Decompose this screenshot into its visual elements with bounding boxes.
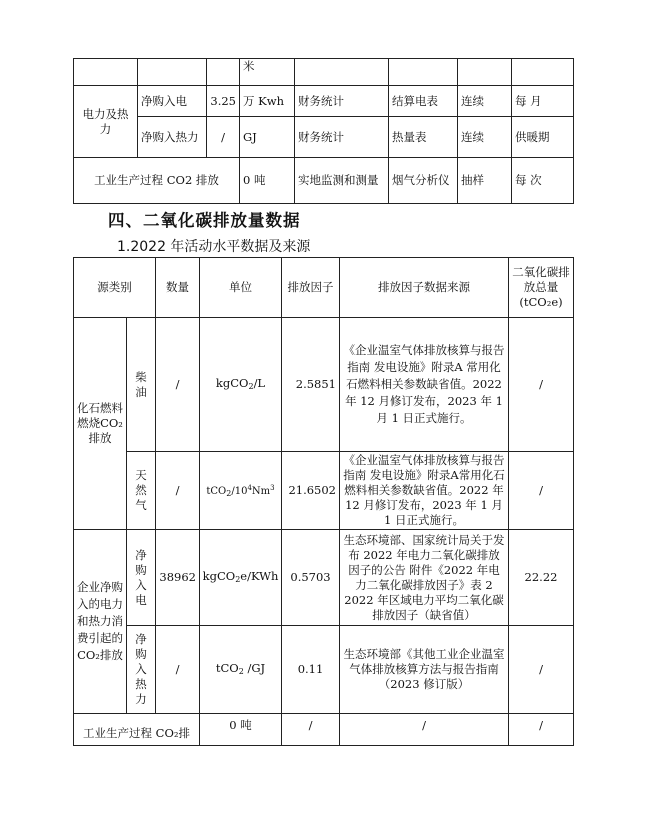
item-name-text: 净购入热力 bbox=[135, 632, 147, 706]
type-cell: 净购入热力 bbox=[138, 117, 207, 158]
unit-cell: 万 Kwh bbox=[240, 86, 295, 117]
unit-cell: kgCO$_2$/L bbox=[200, 318, 282, 452]
freq-cell: 供暖期 bbox=[512, 117, 574, 158]
table-row bbox=[74, 117, 574, 158]
instrument-cell: 烟气分析仪 bbox=[389, 158, 458, 204]
qty-cell: / bbox=[156, 452, 200, 530]
header-total: 二氧化碳排放总量(tCO₂e) bbox=[509, 258, 574, 318]
mode-cell: 连续 bbox=[458, 117, 512, 158]
qty-cell: 0 吨 bbox=[240, 158, 295, 204]
table-row bbox=[74, 626, 574, 714]
total-cell: / bbox=[509, 626, 574, 714]
fuel-name bbox=[127, 452, 156, 530]
instrument-cell: 结算电表 bbox=[389, 86, 458, 117]
item-name bbox=[127, 530, 156, 626]
qty-cell: 3.25 bbox=[207, 86, 240, 117]
activity-sources-table bbox=[73, 58, 574, 204]
qty-cell: / bbox=[156, 318, 200, 452]
source-cell: 生态环境部《其他工业企业温室气体排放核算方法与报告指南（2023 修订版） bbox=[340, 626, 509, 714]
type-cell: 净购入电 bbox=[138, 86, 207, 117]
source-cell: 实地监测和测量 bbox=[295, 158, 389, 204]
table-row bbox=[74, 158, 574, 204]
item-name bbox=[127, 626, 156, 714]
table-row bbox=[74, 86, 574, 117]
header-source: 排放因子数据来源 bbox=[340, 258, 509, 318]
unit-cell: $tCO_2/10^4Nm^3$ bbox=[200, 452, 282, 530]
freq-cell: 每 次 bbox=[512, 158, 574, 204]
qty-cell: 0 吨 bbox=[200, 714, 282, 746]
emissions-table bbox=[73, 257, 574, 746]
factor-cell: 2.5851 bbox=[282, 318, 340, 452]
table-row bbox=[74, 452, 574, 530]
subsection-heading: 1.2022 年活动水平数据及来源 bbox=[117, 239, 311, 255]
qty-cell: / bbox=[156, 626, 200, 714]
table-row bbox=[74, 530, 574, 626]
source-cell: 《企业温室气体排放核算与报告指南 发电设施》附录A常用化石燃料相关参数缺省值。2022 年 12 月修订发布，2023 年 1 月 1 日正式施行。 bbox=[340, 452, 509, 530]
mode-cell: 连续 bbox=[458, 86, 512, 117]
header-unit: 单位 bbox=[200, 258, 282, 318]
source-cell: 《企业温室气体排放核算与报告指南 发电设施》附录A 常用化石燃料相关参数缺省值。2022 年 12 月修订发布，2023 年 1 月 1 日正式施行。 bbox=[340, 318, 509, 452]
factor-cell: 21.6502 bbox=[282, 452, 340, 530]
source-cell: 生态环境部、国家统计局关于发布 2022 年电力二氧化碳排放因子的公告 附件《2022 年电力二氧化碳排放因子》表 2 2022 年区域电力平均二氧化碳排放因子（缺省值） bbox=[340, 530, 509, 626]
purchased-group-label: 企业净购入的电力和热力消费引起的CO₂排放 bbox=[74, 530, 127, 714]
fuel-name bbox=[127, 318, 156, 452]
instrument-cell: 热量表 bbox=[389, 117, 458, 158]
header-factor: 排放因子 bbox=[282, 258, 340, 318]
factor-cell: 0.11 bbox=[282, 626, 340, 714]
process-type-cell: 工业生产过程 CO₂排 bbox=[74, 714, 200, 746]
power-heat-group-label: 电力及热力 bbox=[74, 86, 138, 158]
unit-cell: GJ bbox=[240, 117, 295, 158]
type-cell: 工业生产过程 CO2 排放 bbox=[74, 158, 240, 204]
factor-cell: / bbox=[282, 714, 340, 746]
source-cell: / bbox=[340, 714, 509, 746]
total-cell: / bbox=[509, 318, 574, 452]
header-qty: 数量 bbox=[156, 258, 200, 318]
freq-cell: 每 月 bbox=[512, 86, 574, 117]
qty-cell: 38962 bbox=[156, 530, 200, 626]
qty-cell: / bbox=[207, 117, 240, 158]
section-heading: 四、二氧化碳排放量数据 bbox=[108, 211, 301, 230]
factor-cell: 0.5703 bbox=[282, 530, 340, 626]
header-type: 源类别 bbox=[74, 258, 156, 318]
table-row bbox=[74, 318, 574, 452]
mode-cell: 抽样 bbox=[458, 158, 512, 204]
unit-cell: tCO$_2$ /GJ bbox=[200, 626, 282, 714]
total-cell: 22.22 bbox=[509, 530, 574, 626]
source-cell: 财务统计 bbox=[295, 86, 389, 117]
unit-cell: 米 bbox=[240, 59, 295, 86]
fuel-name-text: 柴油 bbox=[135, 369, 147, 399]
table-row bbox=[74, 59, 574, 86]
item-name-text: 净购入电 bbox=[135, 547, 147, 607]
unit-cell: kgCO$_2$e/KWh bbox=[200, 530, 282, 626]
header-row bbox=[74, 258, 574, 318]
table-row bbox=[74, 714, 574, 746]
fossil-group-label: 化石燃料燃烧CO₂排放 bbox=[74, 318, 127, 530]
fuel-name-text: 天然气 bbox=[135, 468, 147, 512]
source-cell: 财务统计 bbox=[295, 117, 389, 158]
total-cell: / bbox=[509, 714, 574, 746]
total-cell: / bbox=[509, 452, 574, 530]
